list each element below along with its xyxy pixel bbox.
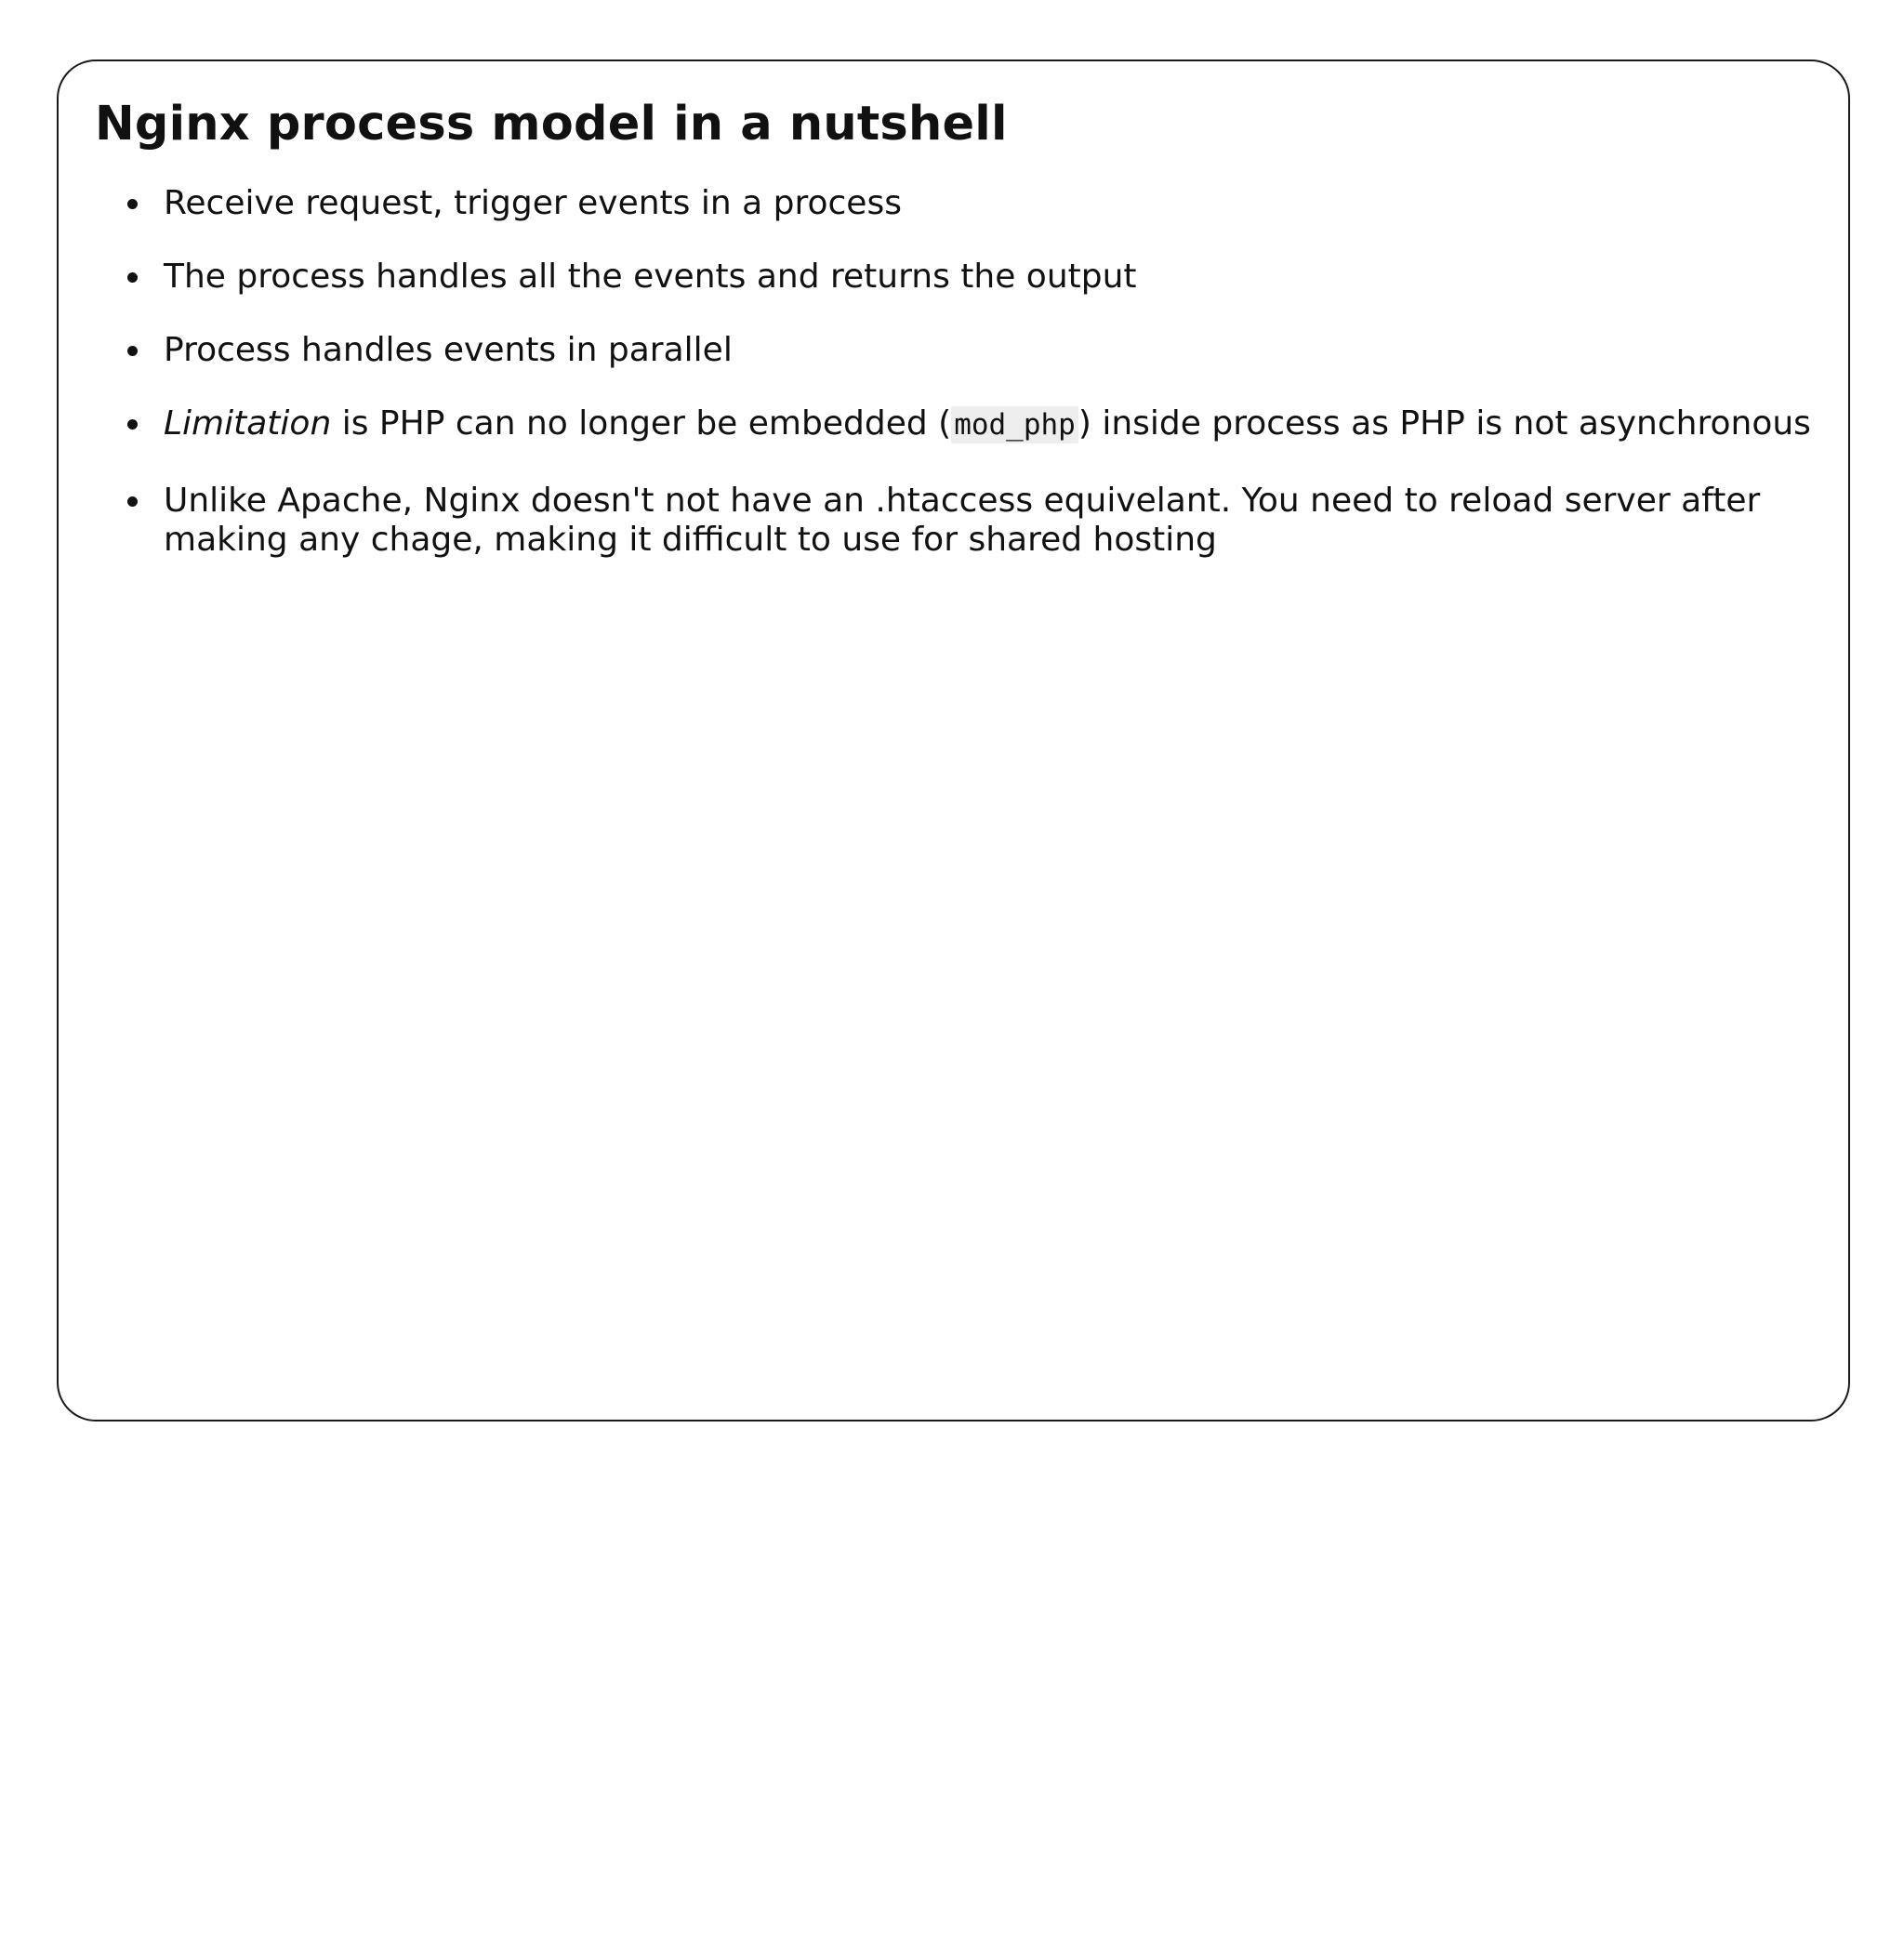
bullet-dot-icon bbox=[127, 272, 138, 283]
bullet-item bbox=[164, 184, 1818, 223]
bullet-text: Process handles events in parallel bbox=[164, 331, 733, 369]
slide-frame bbox=[57, 60, 1850, 1421]
bullet-item bbox=[164, 331, 1818, 370]
inline-code: mod_php bbox=[951, 406, 1078, 443]
bullet-item bbox=[164, 258, 1818, 297]
bullet-item bbox=[164, 404, 1818, 444]
bullet-list bbox=[164, 184, 1818, 594]
bullet-dot-icon bbox=[127, 346, 138, 356]
bullet-text: is PHP can no longer be embedded ( bbox=[331, 404, 952, 443]
bullet-dot-icon bbox=[127, 419, 138, 430]
bullet-text: The process handles all the events and returns the output bbox=[164, 258, 1137, 296]
bullet-text: ) inside process as PHP is not asynchronous bbox=[1078, 404, 1811, 443]
bullet-text: Unlike Apache, Nginx doesn't not have an .htaccess equivelant. You need to reload server after making any chage, making it difficult to use for shared hosting bbox=[164, 482, 1761, 559]
bullet-item bbox=[164, 482, 1814, 560]
bullet-text: Receive request, trigger events in a process bbox=[164, 184, 902, 222]
bullet-dot-icon bbox=[127, 496, 138, 507]
bullet-emphasis: Limitation bbox=[164, 404, 332, 443]
bullet-dot-icon bbox=[127, 199, 138, 209]
slide-title: Nginx process model in a nutshell bbox=[95, 97, 1008, 152]
